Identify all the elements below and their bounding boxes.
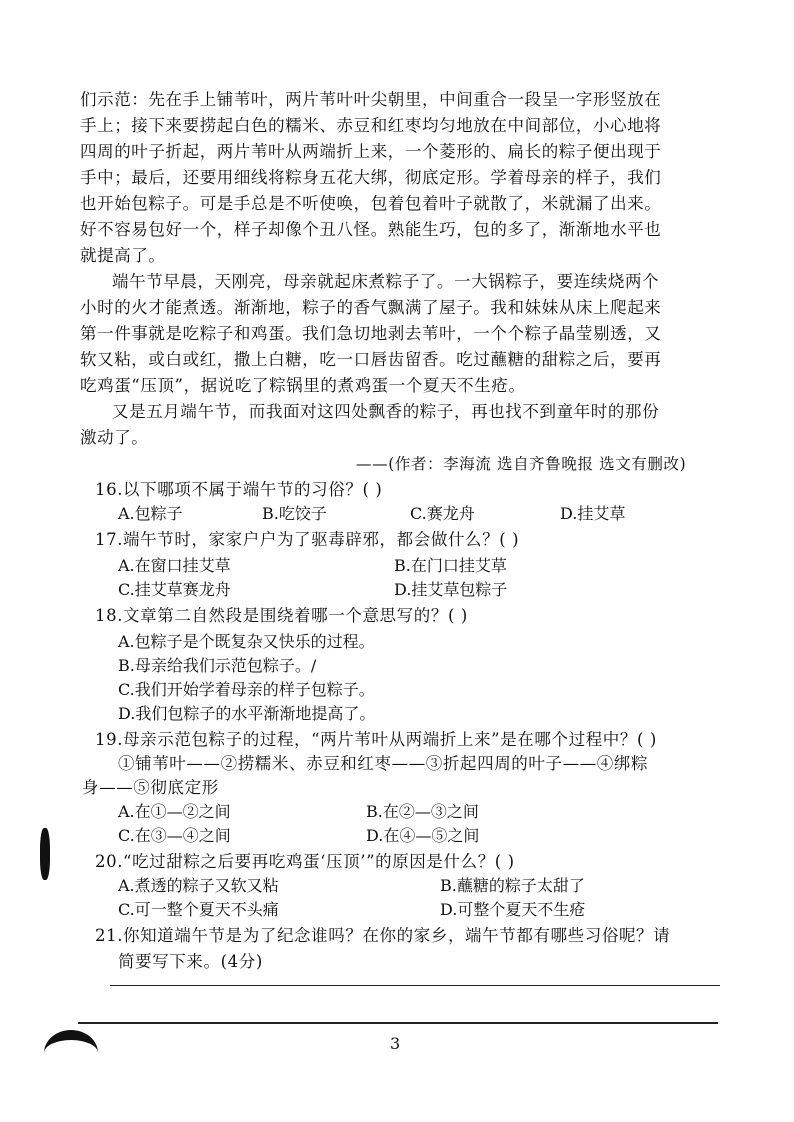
q18-option-c[interactable]: C.我们开始学着母亲的样子包粽子。 (118, 680, 375, 699)
q17-option-a[interactable]: A.在窗口挂艾草 (118, 556, 231, 575)
q16-option-a[interactable]: A.包粽子 (118, 504, 183, 523)
q18-option-d[interactable]: D.我们包粽子的水平渐渐地提高了。 (118, 704, 376, 723)
passage-line: 第一件事就是吃粽子和鸡蛋。我们急切地剥去苇叶，一个个粽子晶莹剔透，又 (80, 324, 662, 343)
q19-option-b[interactable]: B.在②—③之间 (366, 802, 479, 821)
passage-line: 四周的叶子折起，两片苇叶从两端折上来，一个菱形的、扁长的粽子便出现于 (80, 142, 662, 161)
passage-line: 端午节早晨，天刚亮，母亲就起床煮粽子了。一大锅粽子，要连续烧两个 (112, 272, 660, 291)
footer-divider (78, 1022, 718, 1024)
q19-option-c[interactable]: C.在③—④之间 (118, 826, 231, 845)
q19-option-d[interactable]: D.在④—⑤之间 (366, 826, 480, 845)
q18-option-b[interactable]: B.母亲给我们示范包粽子。/ (118, 656, 317, 675)
q16-option-d[interactable]: D.挂艾草 (560, 504, 626, 523)
question-21-stem: 简要写下来。(4分) (118, 952, 263, 971)
question-17-stem: 17.端午节时，家家户户为了驱毒辟邪，都会做什么？( ) (95, 530, 520, 549)
q18-option-a[interactable]: A.包粽子是个既复杂又快乐的过程。 (118, 632, 375, 651)
answer-line[interactable] (110, 985, 720, 986)
question-19-stem: 19.母亲示范包粽子的过程，“两片苇叶从两端折上来”是在哪个过程中？( ) (95, 730, 657, 749)
q16-option-b[interactable]: B.吃饺子 (262, 504, 327, 523)
passage-line: 小时的火才能煮透。渐渐地，粽子的香气飘满了屋子。我和妹妹从床上爬起来 (80, 298, 662, 317)
q20-option-d[interactable]: D.可整个夏天不生疮 (440, 900, 586, 919)
q17-option-b[interactable]: B.在门口挂艾草 (394, 556, 507, 575)
q20-option-a[interactable]: A.煮透的粽子又软又粘 (118, 876, 279, 895)
passage-line: 又是五月端午节，而我面对这四处飘香的粽子，再也找不到童年时的那份 (112, 402, 660, 421)
page-number: 3 (390, 1034, 401, 1053)
passage-line: 吃鸡蛋“压顶”，据说吃了粽锅里的煮鸡蛋一个夏天不生疮。 (80, 376, 526, 395)
passage-line: 软又粘，或白或红，撒上白糖，吃一口唇齿留香。吃过蘸糖的甜粽之后，要再 (80, 350, 662, 369)
passage-line: 激动了。 (80, 428, 149, 447)
q16-option-c[interactable]: C.赛龙舟 (410, 504, 475, 523)
passage-line: 就提高了。 (80, 246, 166, 265)
q20-option-c[interactable]: C.可一整个夏天不头痛 (118, 900, 279, 919)
question-21-stem: 21.你知道端午节是为了纪念谁吗？在你的家乡，端午节都有哪些习俗呢？请 (95, 926, 671, 945)
scan-artifact-mark (40, 828, 50, 880)
q20-option-b[interactable]: B.蘸糖的粽子太甜了 (440, 876, 585, 895)
scan-artifact-mark (44, 1030, 98, 1076)
passage-line: 们示范：先在手上铺苇叶，两片苇叶叶尖朝里，中间重合一段呈一字形竖放在 (80, 90, 662, 109)
passage-source: ——(作者：李海流 选自齐鲁晚报 选文有删改) (356, 455, 687, 473)
q17-option-d[interactable]: D.挂艾草包粽子 (394, 580, 508, 599)
question-19-steps: ①铺苇叶——②捞糯米、赤豆和红枣——③折起四周的叶子——④绑粽 (118, 754, 649, 773)
passage-line: 手上；接下来要捞起白色的糯米、赤豆和红枣均匀地放在中间部位，小心地将 (80, 116, 662, 135)
q17-option-c[interactable]: C.挂艾草赛龙舟 (118, 580, 231, 599)
passage-line: 手中；最后，还要用细线将粽身五花大绑，彻底定形。学着母亲的样子，我们 (80, 168, 662, 187)
question-18-stem: 18.文章第二自然段是围绕着哪一个意思写的？( ) (95, 606, 468, 625)
q19-option-a[interactable]: A.在①—②之间 (118, 802, 231, 821)
question-19-steps: 身——⑤彻底定形 (82, 778, 219, 797)
question-16-stem: 16.以下哪项不属于端午节的习俗？( ) (95, 480, 383, 499)
passage-line: 好不容易包好一个，样子却像个丑八怪。熟能生巧，包的多了，渐渐地水平也 (80, 220, 662, 239)
question-20-stem: 20.“吃过甜粽之后要再吃鸡蛋‘压顶’”的原因是什么？( ) (95, 852, 515, 871)
passage-line: 也开始包粽子。可是手总是不听使唤，包着包着叶子就散了，米就漏了出来。 (80, 194, 662, 213)
